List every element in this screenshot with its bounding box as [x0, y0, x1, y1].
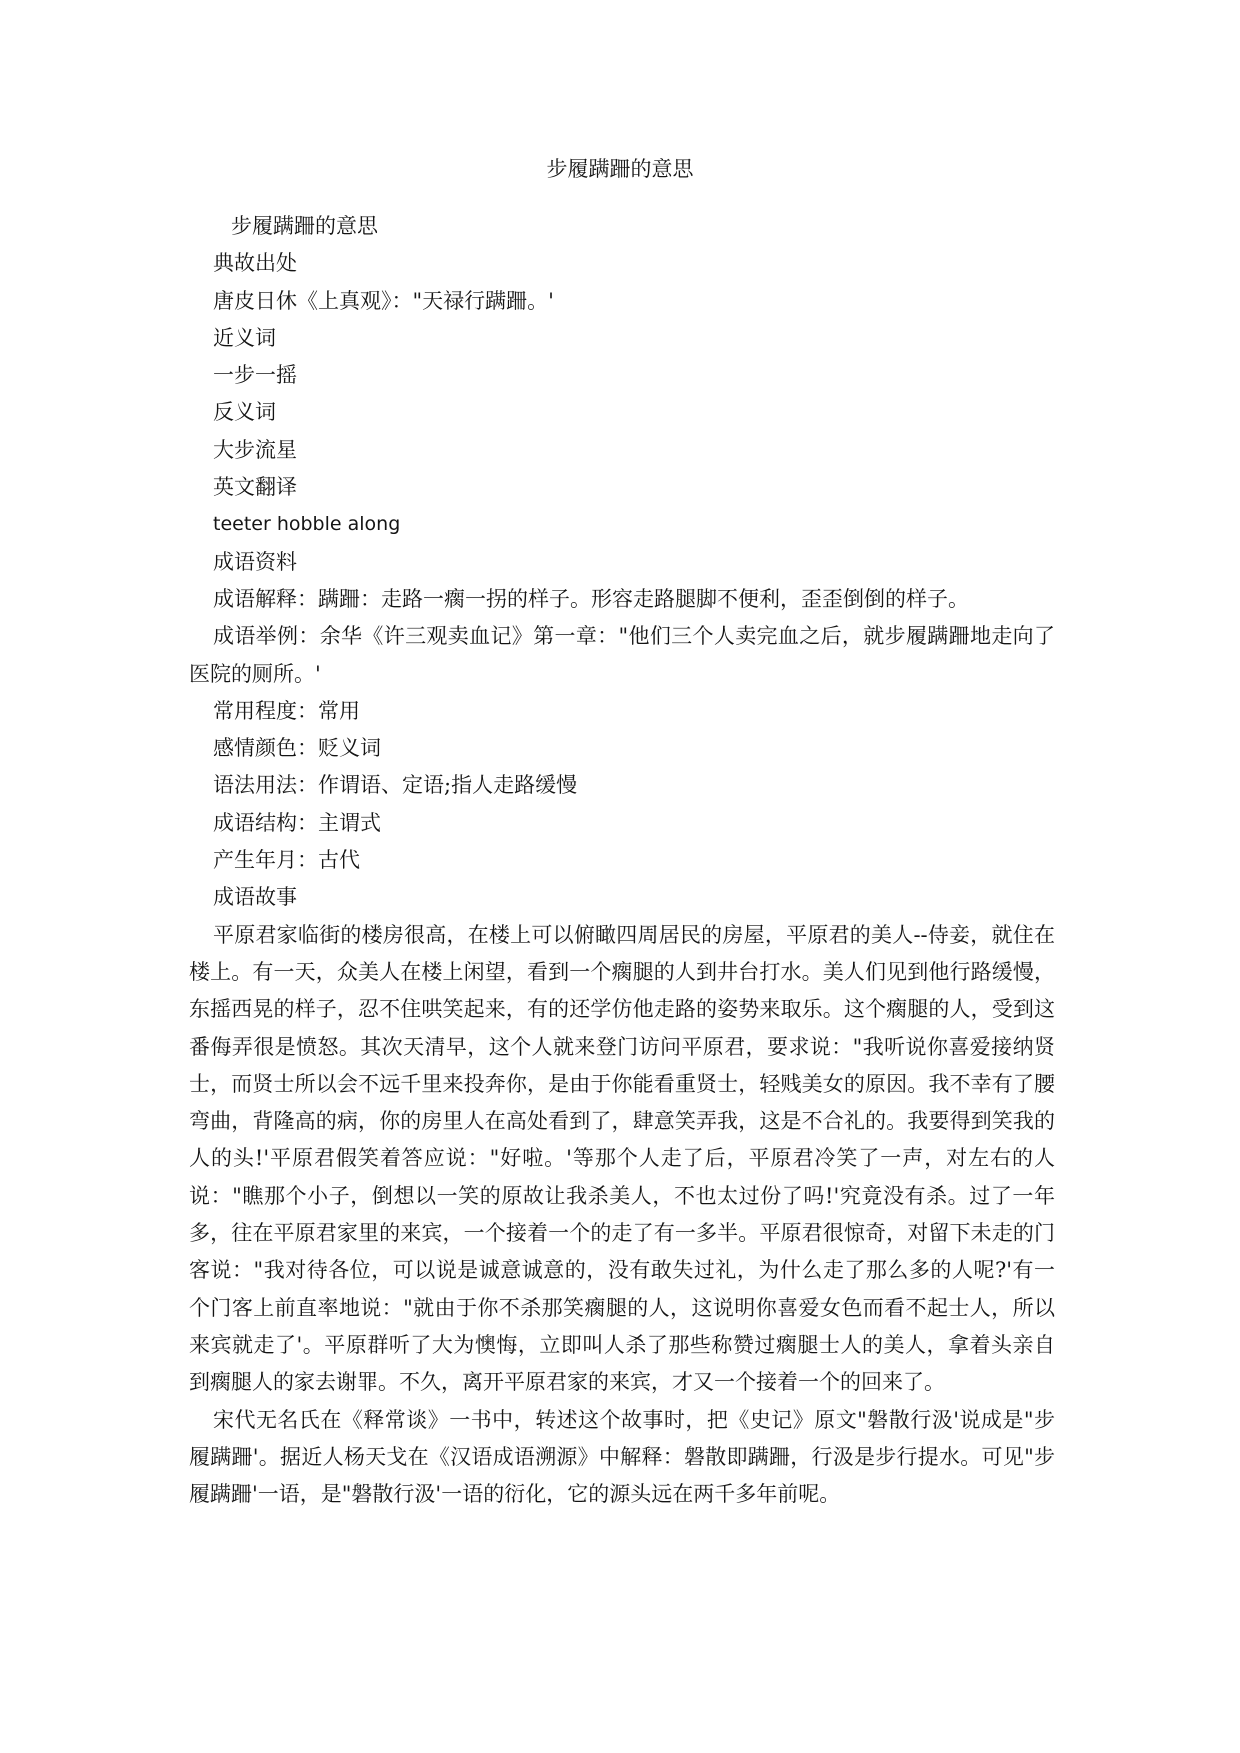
- section-heading-english: 英文翻译: [213, 475, 297, 500]
- section-heading-synonym: 近义词: [213, 325, 276, 350]
- section-heading-origin: 典故出处: [213, 251, 297, 276]
- section-heading-story: 成语故事: [213, 885, 297, 910]
- idiom-explanation: 成语解释：蹒跚：走路一瘸一拐的样子。形容走路腿脚不便利，歪歪倒倒的样子。: [213, 586, 969, 611]
- usage-frequency: 常用程度：常用: [213, 698, 360, 723]
- closing-paragraph: 宋代无名氏在《释常谈》一书中，转述这个故事时，把《史记》原文"磐散行汲'说成是"步履蹒跚'。据近人杨天戈在《汉语成语溯源》中解释：磐散即蹒跚，行汲是步行提水。可见"步履蹒跚'一语，是"磐散行汲'一语的衍化，它的源头远在两千多年前呢。: [189, 1407, 1055, 1507]
- idiom-structure: 成语结构：主谓式: [213, 810, 381, 835]
- sentiment: 感情颜色：贬义词: [213, 736, 381, 761]
- idiom-example: 成语举例：余华《许三观卖血记》第一章："他们三个人卖完血之后，就步履蹒跚地走向了医院的厕所。': [189, 624, 1055, 686]
- document-title: 步履蹒跚的意思: [546, 157, 694, 181]
- section-heading-info: 成语资料: [213, 549, 297, 574]
- synonym-value: 一步一摇: [213, 363, 297, 388]
- story-paragraph: 平原君家临街的楼房很高，在楼上可以俯瞰四周居民的房屋，平原君的美人--侍妾，就住在楼上。有一天，众美人在楼上闲望，看到一个瘸腿的人到井台打水。美人们见到他行路缓慢，东摇西晃的样子，忍不住哄笑起来，有的还学仿他走路的姿势来取乐。这个瘸腿的人，受到这番侮弄很是愤怒。其次天清早，这个人就来登门访问平原君，要求说："我听说你喜爱接纳贤士，而贤士所以会不远千里来投奔你，是由于你能看重贤士，轻贱美女的原因。我不幸有了腰弯曲，背隆高的病，你的房里人在高处看到了，肆意笑弄我，这是不合礼的。我要得到笑我的人的头!'平原君假笑着答应说："好啦。'等那个人走了后，平原君冷笑了一声，对左右的人说："瞧那个小子，倒想以一笑的原故让我杀美人，不也太过份了吗!'究竟没有杀。过了一年多，往在平原君家里的来宾，一个接着一个的走了有一多半。平原君很惊奇，对留下未走的门客说："我对待各位，可以说是诚意诚意的，没有敢失过礼，为什么走了那么多的人呢?'有一个门客上前直率地说："就由于你不杀那笑瘸腿的人，这说明你喜爱女色而看不起士人，所以来宾就走了'。平原群听了大为懊悔，立即叫人杀了那些称赞过瘸腿士人的美人，拿着头亲自到瘸腿人的家去谢罪。不久，离开平原君家的来宾，才又一个接着一个的回来了。: [189, 922, 1055, 1395]
- document-body: [189, 208, 1055, 1513]
- antonym-value: 大步流星: [213, 437, 297, 462]
- origin-quote: 唐皮日休《上真观》："天禄行蹒跚。': [213, 288, 554, 313]
- english-translation: teeter hobble along: [213, 513, 401, 536]
- origin-era: 产生年月：古代: [213, 848, 360, 873]
- section-heading-antonym: 反义词: [213, 400, 276, 425]
- grammar-usage: 语法用法：作谓语、定语;指人走路缓慢: [213, 773, 578, 798]
- subtitle-line: 步履蹒跚的意思: [231, 214, 378, 238]
